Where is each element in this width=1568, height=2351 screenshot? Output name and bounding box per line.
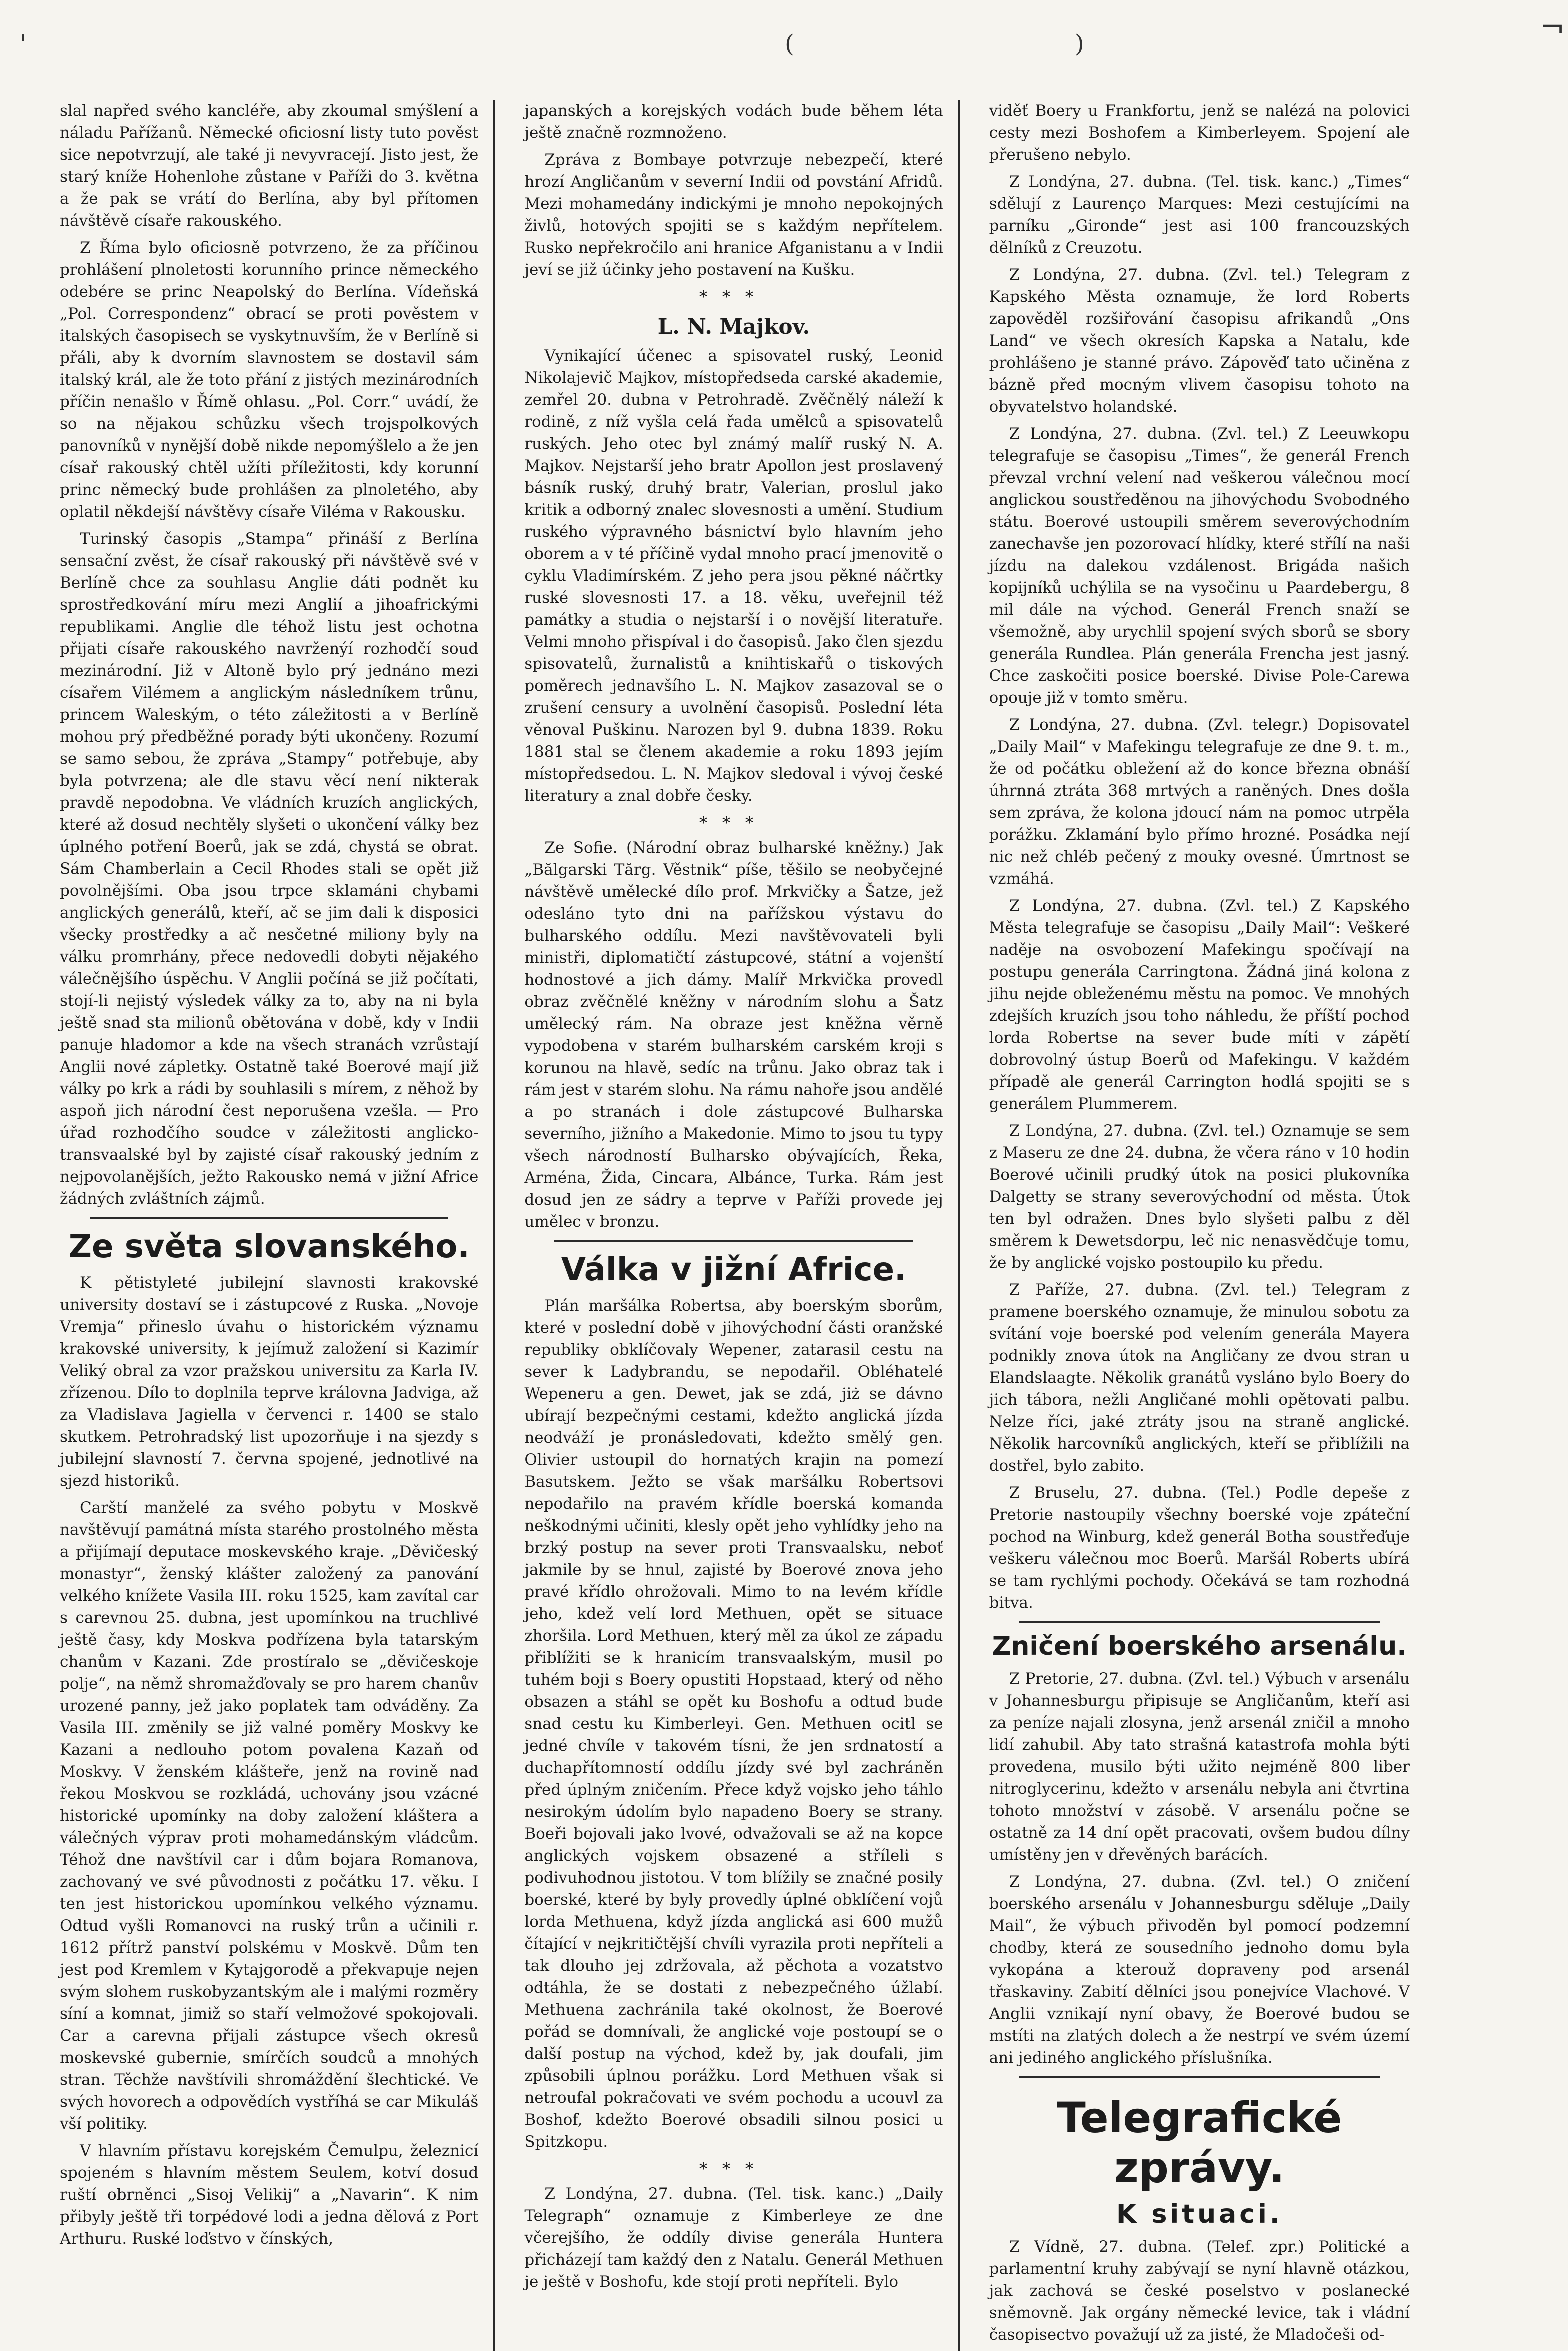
article-paragraph: Z Londýna, 27. dubna. (Zvl. tel.) O zničení boerského arsenálu v Johannesburgu sděluje „Daily Mail“, že výbuch přivoděn byl pomocí podzemní chodby, která ze sousedního jednoho domu byla vykopána a kterouž dopraveny pod arsenál třaskaviny. Zabití dělníci jsou ponejvíce Vlachové. V Anglii vznikají nyní obavy, že Boerové budou se mstíti na zlatých dolech a že nestrpí ve svém území ani jediného anglického příslušníka. [989,1873,1410,2067]
section-heading-war-south-africa: Válka v jižní Africe. [561,1252,907,1288]
obituary-heading: L. N. Majkov. [657,314,810,339]
section-divider [554,1240,913,1242]
newspaper-columns [45,100,1425,2344]
edge-mark-left: ' [20,30,27,58]
article-paragraph: Z Londýna, 27. dubna. (Zvl. tel.) Telegram z Kapského Města oznamuje, že lord Roberts zapověděl rozšiřování časopisu afrikandů „Ons Land“ ve všech okresích Kapska a Natalu, kde prohlášeno je stanné právo. Zápověď tato učiněna z bázně před mocným vlivem časopisu tohoto na obyvatelstvo holandské. [989,266,1410,416]
edge-mark-right: ) [1075,30,1084,58]
article-paragraph: Z Londýna, 27. dubna. (Zvl. telegr.) Dopisovatel „Daily Mail“ v Mafekingu telegrafuje ze dne 9. t. m., že od počátku obležení až do konce března obnáší úhrnná ztráta 368 mrtvých a raněných. Dnes došla sem zpráva, že kolona jdoucí nám na pomoc utrpěla porážku. Zklamání bylo přímo hrozné. Posádka nejí nic než chléb pečený z mouky ovesné. Úmrtnost se vzmáhá. [989,716,1410,888]
section-separator-stars: *** [699,2160,768,2178]
section-heading-slavic-world: Ze světa slovanského. [68,1228,470,1266]
column-2 [509,100,960,2351]
article-paragraph: Z Bruselu, 27. dubna. (Tel.) Podle depeše z Pretorie nastoupily všechny boerské voje zpáteční pochod na Winburg, kdež generál Botha soustřeďuje veškeru válečnou moc Boerů. Maršál Roberts ubírá se tam rychlými pochody. Očekává se tam rozhodná bitva. [989,1484,1410,1612]
section-divider [90,1217,448,1219]
column-3 [974,100,1425,2351]
article-paragraph: Z Londýna, 27. dubna. (Tel. tisk. kanc.) „Daily Telegraph“ oznamuje z Kimberleye ze dne včerejšího, že oddíly divise generála Huntera přicházejí tam každý den z Natalu. Generál Methuen je ještě v Boshofu, kde stojí proti nepříteli. Bylo [524,2185,943,2291]
article-paragraph: Z Vídně, 27. dubna. (Telef. zpr.) Politické a parlamentní kruhy zabývají se nyní hlavně otázkou, jak zachová se české poselstvo v poslanecké sněmovně. Jak orgány německé levice, tak i vládní časopisectvo považují už za jisté, že Mladočeši od- [989,2238,1410,2344]
article-paragraph: Ze Sofie. (Národní obraz bulharské kněžny.) Jak „Bălgarski Tărg. Věstnik“ píše, těšilo se neobyčejné návštěvě umělecké dílo prof. Mrkvičky a Šatze, jež odesláno tyto dni na pařížskou výstavu do bulharského oddílu. Mezi navštěvovateli byli ministři, diplomatičtí zástupcové, státní a vojenští hodnostové a jich dámy. Malíř Mrkvička provedl obraz zvěčnělé kněžny v národním slohu a Šatz umělecký rám. Na obraze jest kněžna věrně vypodobena v starém bulharském carském kroji s korunou na hlavě, sedíc na trůnu. Jako obraz tak i rám jest v starém slohu. Na rámu nahoře jsou andělé a po stranách i dole zástupcové Bulharska severního, jižního a Makedonie. Mimo to jsou tu typy všech národností Bulharsko obývajících, Řeka, Arména, Žida, Cincara, Albánce, Turka. Rám jest dosud jen ze sádry a teprve v Paříži provede jej umělec v bronzu. [524,839,943,1231]
article-paragraph: Plán maršálka Robertsa, aby boerským sborům, které v poslední době v jihovýchodní části oranžské republiky obklíčovaly Wepener, zatarasil cestu na sever k Ladybrandu, se nepodařil. Obléhatelé Wepeneru a gen. Dewet, jak se zdá, jiż se dávno ubírají bezpečnými cestami, kdežto anglická jízda neodváží je pronásledovati, kdežto smělý gen. Olivier ustoupil do hornatých krajin na pomezí Basutskem. Ježto se však maršálku Robertsovi nepodařilo na pravém křídle boerská komanda neškodnými učiniti, klesly opět jeho vyhlídky jeho na brzký postup na sever proti Transvaalsku, neboť jakmile by se hnul, zajisté by Boerové znova jeho pravé křídlo ohrožovali. Mimo to na levém křídle jeho, kdež velí lord Methuen, opět se situace zhoršila. Lord Methuen, který měl za úkol ze západu přiblížiti se k hranicím transvaalským, musil po tuhém boji s Boery opustiti Hopstaad, který od něho obsazen a stáhl se opět ku Boshofu a odtud bude snad cestu ku Kimberleyi. Gen. Methuen ocitl se jedné chvíle v takovém tísni, že jen srdnatostí a duchapřítomností oddílu jízdy své byl zachráněn před úplným zničením. Přece když vojsko jeho táhlo nesirokým údolím bylo napadeno Boery se strany. Boeři bojovali jako lvové, odvažovali se až na kopce anglických vojskem obsazené a stříleli s podivuhodnou jistotou. V tom blížily se značné posily boerské, které by byly provedly úplné obklíčení vojů lorda Methuena, když jízda anglická asi 600 mužů čítající v nejkritičtější chvíli vyrazila proti nepříteli a tak dlouho jej zdržovala, až pěchota a vozatstvo odtáhla, že se dostati z nebezpečného úžlabí. Methuena zachránila také okolnost, že Boerové pořád se domnívali, že anglické voje postoupí se o další postup na východ, kdež by, jak doufali, jim způsobili úplnou porážku. Lord Methuen však si netroufal pokračovati ve svém pochodu a ucouvl za Boshof, kdežto Boerové obsadili silnou posici u Spitzkopu. [524,1297,943,2151]
section-divider [1019,1621,1380,1623]
subheading-situation: K situaci. [1116,2200,1283,2230]
article-paragraph: viděť Boery u Frankfortu, jenž se nalézá na polovici cesty mezi Boshofem a Kimberleyem. Spojení ale přerušeno nebylo. [989,102,1410,164]
article-paragraph: K pětistyleté jubilejní slavnosti krakovské university dostaví se i zástupcové z Ruska. „Novoje Vremja“ přineslo úvahu o historickém významu krakovské university, k jejímuž založení si Kazimír Veliký obral za vzor pražskou universitu za Karla IV. zřízenou. Dílo to doplnila teprve královna Jadviga, až za Vladislava Jagiella v červenci r. 1400 se stalo skutkem. Petrohradský list upozorňuje i na sjezdy s jubilejní slavností 7. června spojené, jednotlivé na sjezd historiků. [60,1274,479,1490]
edge-mark-center: ( [785,30,794,58]
article-paragraph: Z Paříže, 27. dubna. (Zvl. tel.) Telegram z pramene boerského oznamuje, že minulou sobotu za svítání voje boerské pod velením generála Mayera podnikly znova útok na Angličany ze dvou stran u Elandslaagte. Několik granátů vysláno bylo Boery do jich tábora, nežli Angličané mohli opětovati palbu. Nelze říci, jaké ztráty jsou na straně anglické. Několik harcovníků anglických, kteří se přiblížili na dostřel, bylo zabito. [989,1281,1410,1475]
page-edge-marks [0,10,1568,70]
article-paragraph: Z Pretorie, 27. dubna. (Zvl. tel.) Výbuch v arsenálu v Johannesburgu připisuje se Angličanům, kteří asi za peníze najali zlosyna, jenž arsenál zničil a mnoho lidí zahubil. Aby tato strašná katastrofa mohla býti provedena, musilo býti užito nejméně 800 liber nitroglycerinu, kdežto v arsenálu nebyla ani čtvrtina tohoto množství v zásobě. V arsenálu počne se ostatně za 14 dní opět pracovati, ovšem budou dílny umístěny jen v dřevěných barácích. [989,1670,1410,1864]
section-heading-arsenal: Zničení boerského arsenálu. [992,1632,1407,1662]
article-paragraph: Z Londýna, 27. dubna. (Tel. tisk. kanc.) „Times“ sdělují z Laurenço Marques: Mezi cestujícími na parníku „Gironde“ jest asi 100 francouzských dělníků z Creuzotu. [989,173,1410,257]
section-divider [1019,2076,1380,2078]
section-separator-stars: *** [699,288,768,306]
article-paragraph: Z Londýna, 27. dubna. (Zvl. tel.) Z Leeuwkopu telegrafuje se časopisu „Times“, že generál French převzal vrchní velení nad veškerou válečnou mocí anglickou soustředěnou na jihovýchodu Svobodného státu. Boerové ustoupili směrem severovýchodním zanechavše jen pozorovací hlídky, které střílí na naši jízdu na dalekou vzdálenost. Brigáda našich kopijníků uchýlila se na vysočinu u Paardebergu, 8 mil dále na východ. Generál French snaží se všemožně, aby urychlil spojení svých sborů se sbory generála Rundlea. Plán generála Frencha jest jasný. Chce zaskočiti posice boerské. Divise Pole-Carewa opouje již v tomto směru. [989,425,1410,707]
article-paragraph: Zpráva z Bombaye potvrzuje nebezpečí, které hrozí Angličanům v severní Indii od povstání Afridů. Mezi mohamedány indickými je mnoho nepokojných živlů, hotových spojiti se s každým nepřítelem. Rusko nepřekročilo ani hranice Afganistanu a v Indii jeví se již účinky jeho postavení na Kušku. [524,151,943,279]
section-separator-stars: *** [699,814,768,832]
article-paragraph: Vynikající účenec a spisovatel ruský, Leonid Nikolajevič Majkov, místopředseda carské akademie, zemřel 20. dubna v Petrohradě. Zvěčnělý náleží k rodině, z níž vyšla celá řada umělců a spisovatelů ruských. Jeho otec byl známý malíř ruský N. A. Majkov. Nejstarší jeho bratr Apollon jest proslavený básník ruský, druhý bratr, Valerian, proslul jako kritik a odborný znalec slovesnosti a umění. Studium ruského výpravného básnictví bylo hlavním jeho oborem a v té příčině vydal mnoho prací jmenovitě o cyklu Vladimírském. Z jeho pera jsou pěkné náčrtky ruské slovesnosti 17. a 18. věku, uveřejnil též památky a studia o nejstarší i o novější literatuře. Velmi mnoho přispíval i do časopisů. Jako člen sjezdu spisovatelů, žurnalistů a knihtiskařů o tiskových poměrech jednavšího L. N. Majkov zasazoval se o zrušení censury a uvolnění časopisů. Poslední léta věnoval Puškinu. Narozen byl 9. dubna 1839. Roku 1881 stal se členem akademie a roku 1893 jejím místopředsedou. L. N. Majkov sledoval i vývoj české literatury a znal dobře česky. [524,347,943,805]
edge-mark-corner: ¬ [1540,10,1565,45]
article-paragraph: V hlavním přístavu korejském Čemulpu, železnicí spojeném s hlavním městem Seulem, kotví dosud ruští obrněnci „Sisoj Velikij“ a „Navarin“. K nim přibyly ještě tři torpédové lodi a jedna dělová z Port Arthuru. Ruské loďstvo v čínských, [60,2142,479,2248]
article-paragraph: Turinský časopis „Stampa“ přináší z Berlína sensační zvěst, že císař rakouský při návštěvě své v Berlíně chce za souhlasu Anglie dáti podnět ku sprostředkování míru mezi Anglií a jihoafrickými republikami. Anglie dle téhož listu jest ochotna přijati císaře rakouského navrženýí rozhodčí soud mezinárodní. Již v Altoně bylo prý jednáno mezi císařem Vilémem a anglickým následníkem trůnu, princem Waleským, o této záležitosti a v Berlíně mohou prý předběžné porady býti ukončeny. Rozumí se samo sebou, že zpráva „Stampy“ potřebuje, aby byla potvrzena; ale dle stavu věcí není nikterak pravdě nepodobna. Ve vládních kruzích anglických, které až dosud nechtěly slyšeti o ukončení války bez úplného potření Boerů, jak se zdá, chystá se obrat. Sám Chamberlain a Cecil Rhodes stali se opět již povolnějšími. Oba jsou trpce sklamáni chybami anglických generálů, kteří, ač se jim dali k disposici všecky prostředky a ač nesčetné miliony byly na válku promrhány, přece nedovedli dobyti nějakého válečnějšího úspěchu. V Anglii počíná se již počítati, stojí-li nejistý výsledek války za to, aby na ni byla ještě snad sta milionů obětována v době, kdy v Indii panuje hladomor a kde na všech stranách vzrůstají Anglii nové zápletky. Ostatně také Boerové mají již války po krk a rádi by souhlasili s mírem, z něhož by aspoň jich národní čest neporušena vzešla. — Pro úřad rozhodčího soudce v záležitosti anglicko-transvaalské byl by zajisté císař rakouský jedním z nejpovolanějších, ježto Rakousko nemá v jižní Africe žádných zvláštních zájmů. [60,530,479,1208]
article-paragraph: Z Londýna, 27. dubna. (Zvl. tel.) Z Kapského Města telegrafuje se časopisu „Daily Mail“: Veškeré naděje na osvobození Mafekingu spočívají na postupu generála Carringtona. Žádná jiná kolona z jihu nejde obleženému městu na pomoc. Ve mnohých zdejších kruzích jsou toho náhledu, že příští pochod lorda Robertse na sever bude míti v zápětí dobrovolný ústup Boerů od Mafekingu. V každém případě ale generál Carrington hodlá spojiti se s generálem Plummerem. [989,897,1410,1113]
article-paragraph: Z Říma bylo oficiosně potvrzeno, že za příčinou prohlášení plnoletosti korunního prince německého odebére se princ Neapolský do Berlína. Vídeňská „Pol. Correspondenz“ obrací se proti pověstem v italských časopisech se vyskytnuvším, že v Berlíně si přáli, aby k dvorním slavnostem se dostavil sám italský král, ale že toto přání z jistých mezinárodních příčin nenašlo v Římě ohlasu. „Pol. Corr.“ uvádí, že so na nějakou schůzku všech trojspolkových panovníků v nynější době nikde nepomýšlelo a že jen císař rakouský chtěl užíti příležitosti, kdy korunní princ německý bude prohlášen za plnoletého, aby oplatil někdejší návštěvy císaře Viléma v Rakousku. [60,239,479,521]
column-1 [45,100,495,2351]
article-paragraph: Z Londýna, 27. dubna. (Zvl. tel.) Oznamuje se sem z Maseru ze dne 24. dubna, že včera ráno v 10 hodin Boerové učinili prudký útok na posici plukovníka Dalgetty se strany severovýchodní od města. Útok ten byl odražen. Dnes bylo slyšeti palbu z děl směrem k Dewetsdorpu, leč nic nenasvědčuje tomu, že by anglické vojsko postoupilo ku předu. [989,1122,1410,1272]
article-paragraph: slal napřed svého kancléře, aby zkoumal smýšlení a náladu Pařížanů. Německé oficiosní listy tuto pověst sice nepotvrzují, ale také ji nevyvracejí. Jisto jest, že starý kníže Hohenlohe zůstane v Paříži do 3. května a že pak se vrátí do Berlína, aby byl přítomen návštěvě císaře rakouského. [60,102,479,230]
section-heading-telegraph-news: Telegrafické zprávy. [1057,2094,1342,2192]
article-paragraph: Carští manželé za svého pobytu v Moskvě navštěvují památná místa starého prostolného města a přijímají deputace moskevského kraje. „Děvičeský monastyr“, ženský klášter založený za panování velkého knížete Vasila III. roku 1525, kam zavítal car s carevnou 25. dubna, jest upomínkou na truchlivé ještě časy, kdy Moskva podřízena byla tatarským chanům v Kazani. Zde prostíralo se „děvičeskoje polje“, na němž shromažďovaly se pro harem chanův urozené panny, jež jako poplatek tam odváděny. Za Vasila III. změnily se již valné poměry Moskvy ke Kazani a nedlouho potom povalena Kazaň od Moskvy. V ženském klášteře, jenž na rovině nad řekou Moskvou se rozkládá, uchovány jsou vzácné historické upomínky na doby založení kláštera a válečných výprav proti mohamedánským vládcům. Téhož dne navštívil car i dům bojara Romanova, zachovaný ve své původnosti z počátku 17. věku. I ten jest historickou upomínkou velkého významu. Odtud vyšli Romanovci na ruský trůn a učinili r. 1612 přítrž panství polskému v Moskvě. Dům ten jest pod Kremlem v Kytajgorodě a překvapuje nejen svým slohem ruskobyzantským ale i malými rozměry síní a komnat, jimiž so staří velmožové spokojovali. Car a carevna přijali zástupce všech okresů moskevské gubernie, smírčích soudců a mnohých stran. Těchže navštívili shromáždění šlechtické. Ve svých hovorech a odpovědích vystříhá se car Mikuláš vší politiky. [60,1499,479,2133]
article-paragraph: japanských a korejských vodách bude během léta ještě značně rozmnoženo. [524,102,943,142]
